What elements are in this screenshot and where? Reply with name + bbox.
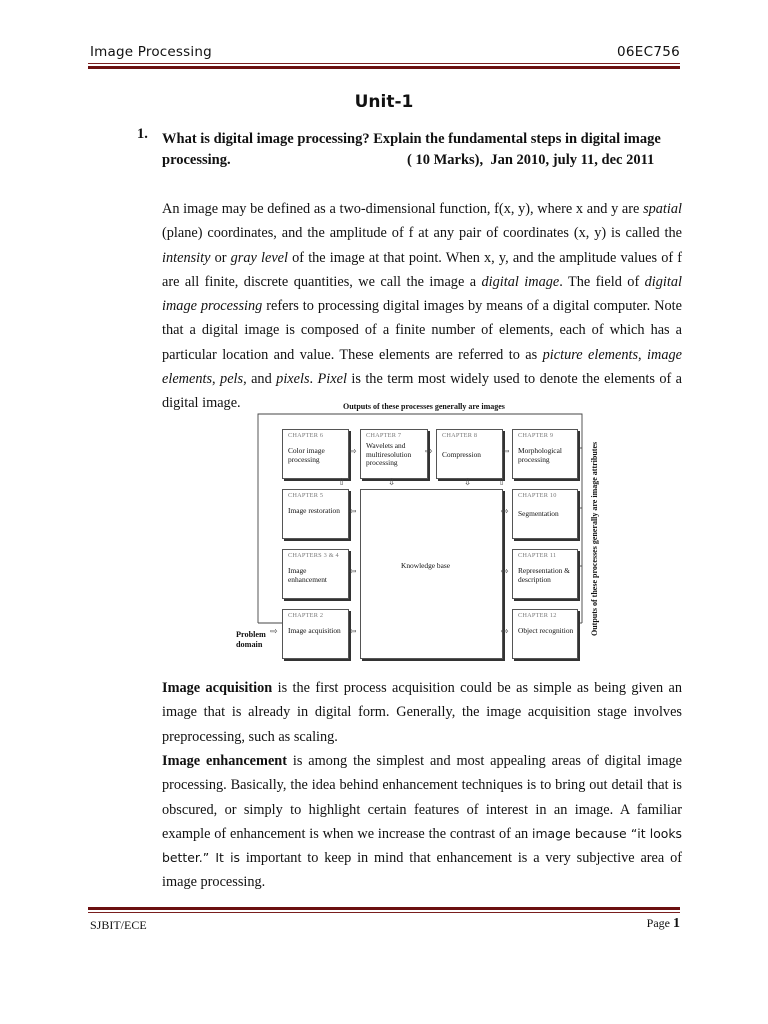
intro-text: , [212,371,221,388]
box-chapter: CHAPTER 11 [518,552,557,559]
page-number: 1 [673,916,680,931]
question-text: What is digital image processing? Explain the fundamental steps in digital image [162,131,661,147]
arrow-right-icon: ⇨ [349,447,357,457]
box-chapter: CHAPTERS 3 & 4 [288,552,339,559]
intro-text: , and [243,371,277,388]
intro-text: . The field of [559,273,645,290]
term-digital-image-processing: digital image processing [162,273,682,315]
unit-title: Unit-1 [354,92,414,112]
header-title: Image Processing [90,44,212,60]
box-chapter: CHAPTER 10 [518,492,557,499]
box-label: Object recognition [518,626,574,635]
box-wavelets [360,429,428,479]
intro-text: is the term most widely used to denote the elements of a digital image. [162,371,683,412]
term-intensity: intensity [162,249,211,266]
box-chapter: CHAPTER 8 [442,432,478,439]
footer-institution: SJBIT/ECE [90,918,147,932]
box-label: Image restoration [288,506,340,515]
box-segmentation [512,489,578,539]
box-label: Wavelets and multiresolution processing [366,441,412,467]
arrow-right-icon: ⇨ [425,447,433,457]
acquisition-text: is the first process acquisition could be as simple as being given an image that is already in digital form. Generally, the image acquisition stage involves preprocessing, such as scaling. [162,680,682,745]
intro-text: (plane) coordinates, and the amplitude of f at any pair of coordinates (x, y) is called the [162,225,682,242]
term-image-enhancement: Image enhancement [162,753,287,769]
steps-diagram [230,398,610,670]
box-chapter: CHAPTER 6 [288,432,324,439]
box-chapter: CHAPTER 7 [366,432,402,439]
box-object-recognition [512,609,578,659]
term-spatial: spatial [643,201,682,217]
arrow-up-icon: ⇧ [498,478,506,488]
arrow-left-icon: ⇦ [349,567,357,577]
intro-text: An image may be defined as a two-dimensional function, f(x, y), where x and y are [162,201,644,217]
header-code: 06EC756 [616,44,680,60]
enhancement-text: is among the simplest and most appealing areas of digital image processing. Basically, the idea behind enhancement techniques is to bring out detail that is obscured, or simply to highlight certain features of interest in an image. A familiar example of enhancement is when we increase the contrast of an [162,753,682,842]
box-chapter: CHAPTER 12 [518,612,557,619]
intro-text: of the image at that point. When x, y, and the amplitude values of f are all finite, discrete quantities, we call the image a [162,249,683,290]
enhancement-paragraph [162,749,682,895]
arrow-right-icon: ⇨ [501,627,509,637]
box-representation [512,549,578,599]
page-label: Page [646,916,670,930]
arrow-down-icon: ⇩ [464,478,472,488]
term-digital-image: digital image [481,273,560,290]
box-image-enhancement [282,549,349,599]
arrow-left-icon: ⇦ [502,447,510,457]
term-picture-elements: picture elements [542,346,639,363]
problem-domain-label: Problem domain [236,630,266,649]
question-text-cont: processing. [162,152,231,168]
box-morphological [512,429,578,479]
diagram-side-caption: Outputs of these processes generally are image attributes [590,441,599,636]
intro-paragraph [162,197,682,416]
header-rule-thin [88,63,680,64]
diagram-top-caption: Outputs of these processes generally are images [343,402,505,411]
box-label: Image enhancement [288,566,327,584]
arrow-down-icon: ⇩ [388,478,396,488]
box-label: Color image processing [288,446,325,464]
problem-domain-arrow-icon: ⇨ [270,627,278,637]
arrow-up-icon: ⇧ [338,478,346,488]
box-label: Compression [442,450,482,459]
intro-text: refers to processing digital images by means of a digital computer. Note that a digital image is composed of a finite number of elements, each of which has a particular location and value. These elements are referred to as [162,298,682,363]
arrow-left-icon: ⇦ [349,507,357,517]
box-color-image-processing [282,429,349,479]
arrow-left-icon: ⇦ [349,627,357,637]
header-rule-thick [88,66,680,69]
term-image-elements: image elements [162,346,682,388]
intro-text: , [638,346,648,363]
question-number: 1. [137,126,148,142]
box-image-restoration [282,489,349,539]
footer-rule-thin [88,912,680,913]
term-image-acquisition: Image acquisition [162,680,273,696]
enhancement-text-end: important to keep in mind that enhancement is a very subjective area of image processing. [162,850,682,891]
box-compression [436,429,503,479]
question-marks: ( 10 Marks), Jan 2010, july 11, dec 2011 [407,152,655,168]
intro-text: . [309,371,318,388]
arrow-right-icon: ⇨ [501,567,509,577]
box-label: Representation & description [518,566,570,584]
arrow-right-icon: ⇨ [501,507,509,517]
box-knowledge-base [360,489,503,659]
term-pixel: Pixel [317,371,347,388]
term-pixels: pixels [276,371,310,388]
term-pels: pels [220,371,244,388]
box-chapter: CHAPTER 2 [288,612,324,619]
footer-rule-thick [88,907,680,910]
intro-text: or [210,249,231,266]
enhancement-text-sans: image because “it looks better.” It is [162,825,682,866]
footer-page [647,916,680,932]
box-label: Image acquisition [288,626,341,635]
term-gray-level: gray level [230,249,288,266]
box-chapter: CHAPTER 9 [518,432,554,439]
knowledge-base-label: Knowledge base [401,561,451,570]
box-label: Morphological processing [518,446,562,464]
box-chapter: CHAPTER 5 [288,492,324,499]
box-image-acquisition [282,609,349,659]
acquisition-paragraph [162,676,682,749]
box-label: Segmentation [518,509,559,518]
